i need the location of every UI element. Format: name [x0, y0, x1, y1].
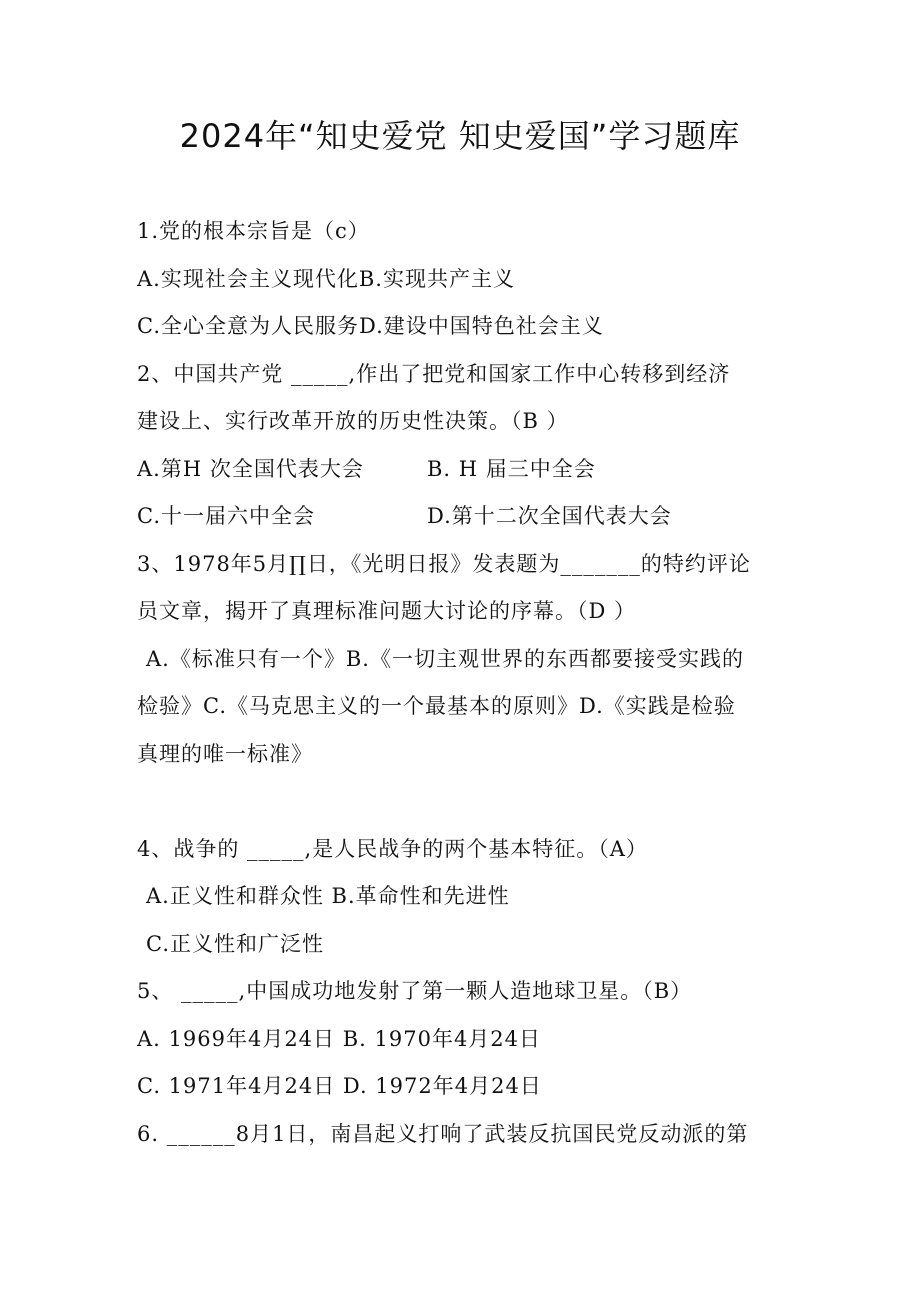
- question-4-option-c: C.正义性和广泛性: [146, 931, 324, 956]
- question-4-options-ab: A.正义性和群众性 B.革命性和先进性: [146, 884, 510, 908]
- question-2-option-b: B. H 届三中全会: [427, 456, 596, 481]
- question-5-options-cd: C. 1971年4月24日 D. 1972年4月24日: [137, 1074, 542, 1098]
- question-3-line-1: 3、1978年5月∏日，《光明日报》发表题为_______的特约评论: [137, 551, 751, 576]
- question-2-line-1: 2、中国共产党 _____,作出了把党和国家工作中心转移到经济: [137, 361, 731, 386]
- question-2-option-a: A.第H 次全国代表大会: [137, 456, 364, 481]
- paragraph-gap: [137, 778, 787, 826]
- question-3-line-2: 员文章，揭开了真理标准问题大讨论的序幕。（D ）: [137, 599, 637, 623]
- question-2-line-2: 建设上、实行改革开放的历史性决策。（B ）: [137, 409, 569, 433]
- question-2-option-d: D.第十二次全国代表大会: [427, 504, 672, 528]
- question-2-options-cd: [137, 493, 787, 541]
- question-1-options-ab: A.实现社会主义现代化B.实现共产主义: [137, 266, 515, 291]
- question-4: 4、战争的 _____,是人民战争的两个基本特征。（A）: [137, 836, 648, 861]
- question-3-options-line-3: 真理的唯一标准》: [137, 741, 313, 766]
- question-1-options-cd: C.全心全意为人民服务D.建设中国特色社会主义: [137, 314, 604, 338]
- document-body: [137, 208, 787, 1158]
- question-3-options-line-2: 检验》C.《马克思主义的一个最基本的原则》D.《实践是检验: [137, 694, 736, 718]
- question-5-options-ab: A. 1969年4月24日 B. 1970年4月24日: [137, 1026, 542, 1051]
- document-title: 2024年“知史爱党 知史爱国”学习题库: [179, 117, 741, 155]
- question-2-options-ab: [137, 446, 787, 494]
- question-5: 5、 _____,中国成功地发射了第一颗人造地球卫星。（B）: [137, 979, 693, 1003]
- question-3-options-line-1: A.《标准只有一个》B.《一切主观世界的东西都要接受实践的: [146, 646, 744, 671]
- question-2-option-c: C.十一届六中全会: [137, 504, 315, 528]
- question-1: 1.党的根本宗旨是（c）: [137, 219, 370, 243]
- question-6-line-1: 6. ______8月1日，南昌起义打响了武装反抗国民党反动派的第: [137, 1121, 749, 1146]
